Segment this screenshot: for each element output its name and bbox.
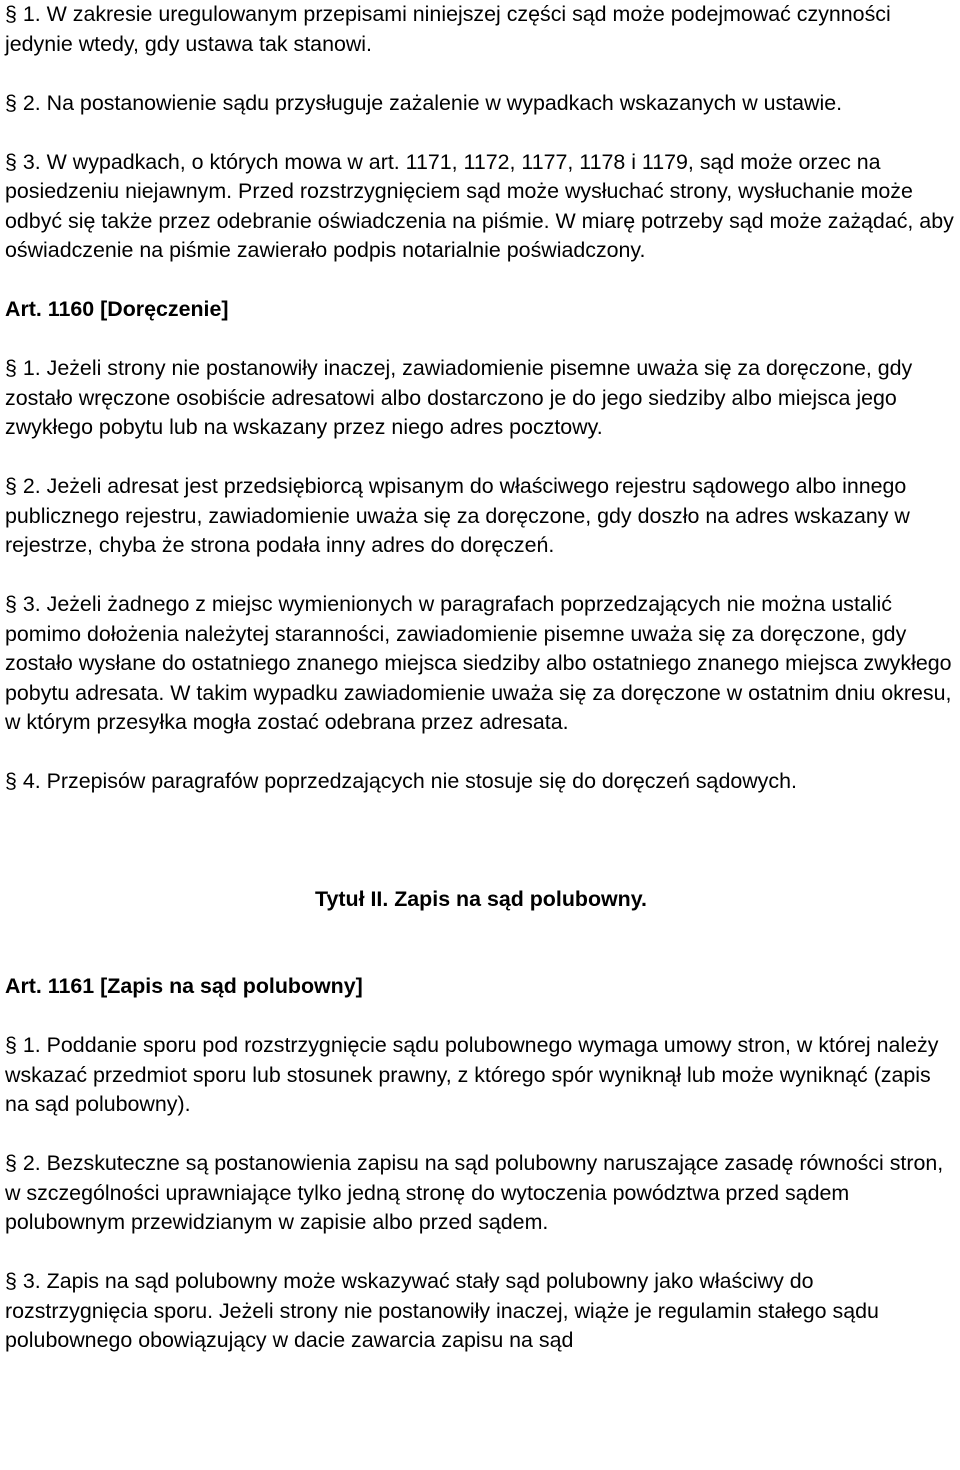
paragraph xyxy=(5,1149,957,1238)
paragraph-text: Bezskuteczne są postanowienia zapisu na sąd polubowny naruszające zasadę równości stron, w szczególności uprawniające tylko jedną stronę do wytoczenia powództwa przed sądem polubownym przewidzianym w zapisie albo przed sądem. xyxy=(5,1151,944,1234)
paragraph-text: W wypadkach, o których mowa w art. 1171, 1172, 1177, 1178 i 1179, sąd może orzec na posiedzeniu niejawnym. Przed rozstrzygnięciem sąd może wysłuchać strony, wysłuchanie może odbyć się także przez odebranie oświadczenia na piśmie. W miarę potrzeby sąd może zażądać, aby oświadczenie na piśmie zawierało podpis notarialnie poświadczony. xyxy=(5,149,954,262)
paragraph-text: Na postanowienie sądu przysługuje zażalenie w wypadkach wskazanych w ustawie. xyxy=(46,90,843,115)
section-mark: § 1. xyxy=(5,2,41,26)
paragraph xyxy=(5,590,957,738)
paragraph-text: Poddanie sporu pod rozstrzygnięcie sądu polubownego wymaga umowy stron, w której należy wskazać przedmiot sporu lub stosunek prawny, z którego spór wyniknął lub może wyniknąć (zapis na sąd polubowny). xyxy=(5,1033,939,1116)
article-heading: Art. 1161 [Zapis na sąd polubowny] xyxy=(5,974,363,998)
paragraph-text: Jeżeli strony nie postanowiły inaczej, zawiadomienie pisemne uważa się za doręczone, gdy zostało wręczone osobiście adresatowi albo dostarczono je do jego siedziby albo miejsca jego zwykłego pobytu lub na wskazany przez niego adres pocztowy. xyxy=(5,356,913,439)
section-mark: § 3. xyxy=(5,592,41,616)
paragraph xyxy=(5,1031,957,1120)
paragraph-text: Jeżeli żadnego z miejsc wymienionych w paragrafach poprzedzających nie można ustalić pomimo dołożenia należytej staranności, zawiadomienie pisemne uważa się za doręczone, gdy zostało wysłane do ostatniego znanego miejsca siedziby albo ostatniego znanego miejsca zwykłego pobytu adresata. W takim wypadku zawiadomienie uważa się za doręczone w ostatnim dniu okresu, w którym przesyłka mogła zostać odebrana przez adresata. xyxy=(5,592,952,734)
paragraph-text: Zapis na sąd polubowny może wskazywać stały sąd polubowny jako właściwy do rozstrzygnięcia sporu. Jeżeli strony nie postanowiły inaczej, wiąże je regulamin stałego sądu polubownego obowiązujący w dacie zawarcia zapisu na sąd xyxy=(5,1269,879,1352)
paragraph-text: Jeżeli adresat jest przedsiębiorcą wpisanym do właściwego rejestru sądowego albo innego publicznego rejestru, zawiadomienie uważa się za doręczone, gdy doszło na adres wskazany w rejestrze, chyba że strona podała inny adres do doręczeń. xyxy=(5,474,910,557)
paragraph xyxy=(5,472,957,561)
paragraph xyxy=(5,0,957,59)
section-mark: § 2. xyxy=(5,90,41,115)
paragraph-text: W zakresie uregulowanym przepisami niniejszej części sąd może podejmować czynności jedynie wtedy, gdy ustawa tak stanowi. xyxy=(5,2,891,56)
section-mark: § 1. xyxy=(5,356,41,380)
article-1161 xyxy=(5,972,957,1356)
paragraph xyxy=(5,89,957,119)
paragraph xyxy=(5,148,957,266)
section-mark: § 3. xyxy=(5,149,41,174)
title-heading: Tytuł II. Zapis na sąd polubowny. xyxy=(315,886,647,911)
paragraph-text: Przepisów paragrafów poprzedzających nie stosuje się do doręczeń sądowych. xyxy=(46,769,797,793)
section-mark: § 4. xyxy=(5,769,41,793)
article-1160 xyxy=(5,295,957,797)
section-mark: § 3. xyxy=(5,1269,41,1293)
paragraph xyxy=(5,1267,957,1356)
section-mark: § 2. xyxy=(5,474,41,498)
section-mark: § 1. xyxy=(5,1033,41,1057)
section-mark: § 2. xyxy=(5,1151,41,1175)
paragraph xyxy=(5,767,957,797)
top-section xyxy=(5,0,957,266)
paragraph xyxy=(5,354,957,443)
article-heading: Art. 1160 [Doręczenie] xyxy=(5,297,229,321)
document-page xyxy=(5,0,957,1356)
